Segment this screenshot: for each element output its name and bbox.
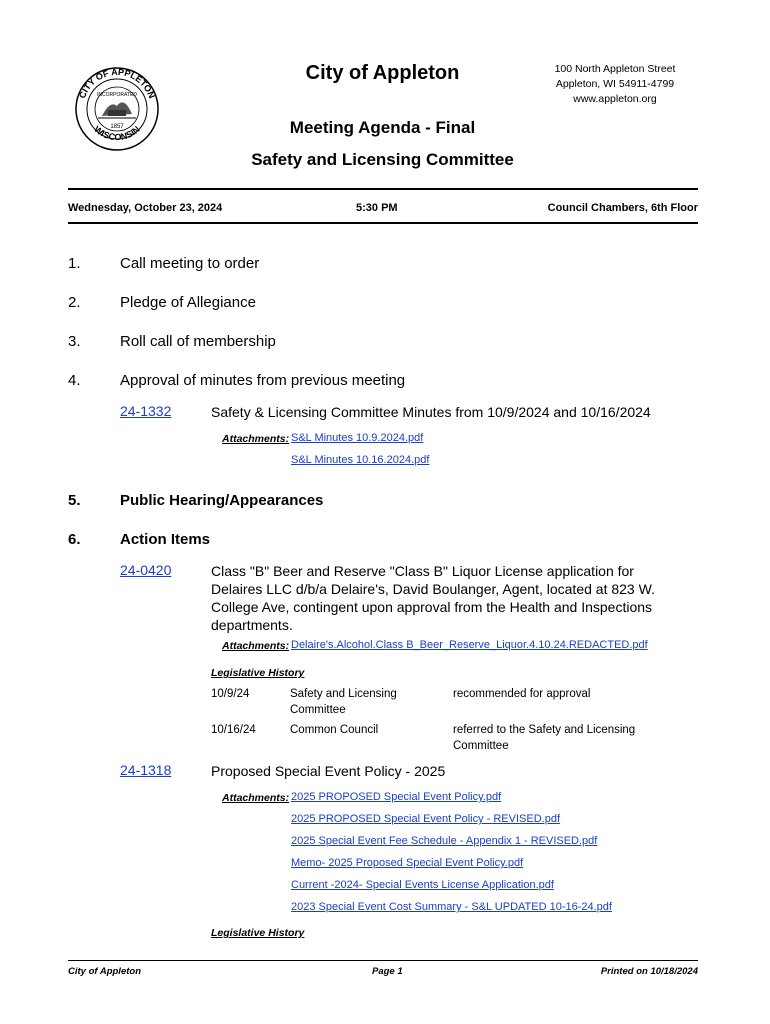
printed-date: Printed on 10/18/2024 <box>600 966 698 977</box>
attachment-link[interactable]: Current -2024- Special Events License Application.pdf <box>291 879 554 891</box>
item-number: 2. <box>68 294 81 311</box>
divider <box>68 188 698 190</box>
item-number: 5. <box>68 492 81 509</box>
item-number: 1. <box>68 255 81 272</box>
history-date: 10/9/24 <box>211 688 250 700</box>
history-action: referred to the Safety and Licensing Committee <box>453 724 636 752</box>
attachments-label: Attachments: <box>222 792 290 804</box>
attachment-link[interactable]: 2023 Special Event Cost Summary - S&L UPDATED 10-16-24.pdf <box>291 901 612 913</box>
attachments-label: Attachments: <box>222 433 290 445</box>
history-date: 10/16/24 <box>211 724 256 736</box>
attachment-link[interactable]: 2025 Special Event Fee Schedule - Appendix 1 - REVISED.pdf <box>291 835 598 847</box>
seal-year: 1857 <box>110 124 124 130</box>
meeting-date: Wednesday, October 23, 2024 <box>68 202 223 214</box>
history-body: Common Council <box>290 724 379 736</box>
attachment-link[interactable]: 2025 PROPOSED Special Event Policy.pdf <box>291 791 502 803</box>
footer-divider <box>68 960 698 961</box>
page-number: Page 1 <box>372 966 403 977</box>
file-link-24-1332[interactable]: 24-1332 <box>120 403 172 419</box>
history-action: recommended for approval <box>453 688 591 700</box>
attachment-link[interactable]: Delaire's.Alcohol.Class B_Beer_Reserve_Liquor.4.10.24.REDACTED.pdf <box>291 639 648 651</box>
address-line: 100 North Appleton Street <box>554 63 676 75</box>
file-description: Safety & Licensing Committee Minutes from 10/9/2024 and 10/16/2024 <box>211 404 651 420</box>
item-title: Roll call of membership <box>120 333 276 350</box>
footer-left: City of Appleton <box>68 966 141 977</box>
meeting-location: Council Chambers, 6th Floor <box>547 202 698 214</box>
history-body: Safety and Licensing Committee <box>290 688 397 716</box>
attachment-link[interactable]: S&L Minutes 10.9.2024.pdf <box>291 432 424 444</box>
item-title: Action Items <box>120 531 211 548</box>
item-number: 6. <box>68 531 81 548</box>
agenda-title: Meeting Agenda - Final <box>289 118 476 137</box>
meeting-time: 5:30 PM <box>356 202 398 214</box>
item-title: Approval of minutes from previous meeting <box>120 372 406 389</box>
item-title: Public Hearing/Appearances <box>120 492 324 509</box>
item-title: Call meeting to order <box>120 255 260 272</box>
file-link-24-1318[interactable]: 24-1318 <box>120 762 172 778</box>
city-seal-logo <box>74 66 160 152</box>
attachment-link[interactable]: Memo- 2025 Proposed Special Event Policy.pdf <box>291 857 524 869</box>
committee-name: Safety and Licensing Committee <box>251 150 514 169</box>
address-line: Appleton, WI 54911-4799 <box>555 78 675 90</box>
seal-top-text: CITY OF APPLETON <box>76 66 158 100</box>
item-number: 4. <box>68 372 81 389</box>
item-title: Pledge of Allegiance <box>120 294 256 311</box>
seal-bottom-text: WISCONSIN <box>92 123 142 143</box>
attachments-label: Attachments: <box>222 640 290 652</box>
file-description: Class "B" Beer and Reserve "Class B" Liquor License application for Delaires LLC d/b/a Delaire's, David Boulanger, Agent, located at 823 W. College Ave, contingent upon approval from the Health and Inspections departments. <box>211 563 655 633</box>
legislative-history-label: Legislative History <box>211 667 305 679</box>
item-number: 3. <box>68 333 81 350</box>
attachment-link[interactable]: S&L Minutes 10.16.2024.pdf <box>291 454 430 466</box>
file-description: Proposed Special Event Policy - 2025 <box>211 763 446 779</box>
divider <box>68 222 698 224</box>
seal-inner-text: INCORPORATED <box>97 92 137 98</box>
attachment-link[interactable]: 2025 PROPOSED Special Event Policy - REVISED.pdf <box>291 813 561 825</box>
file-link-24-0420[interactable]: 24-0420 <box>120 562 172 578</box>
city-address <box>540 62 690 107</box>
website-link[interactable]: www.appleton.org <box>573 93 657 105</box>
city-title: City of Appleton <box>305 62 460 84</box>
legislative-history-label: Legislative History <box>211 927 305 939</box>
